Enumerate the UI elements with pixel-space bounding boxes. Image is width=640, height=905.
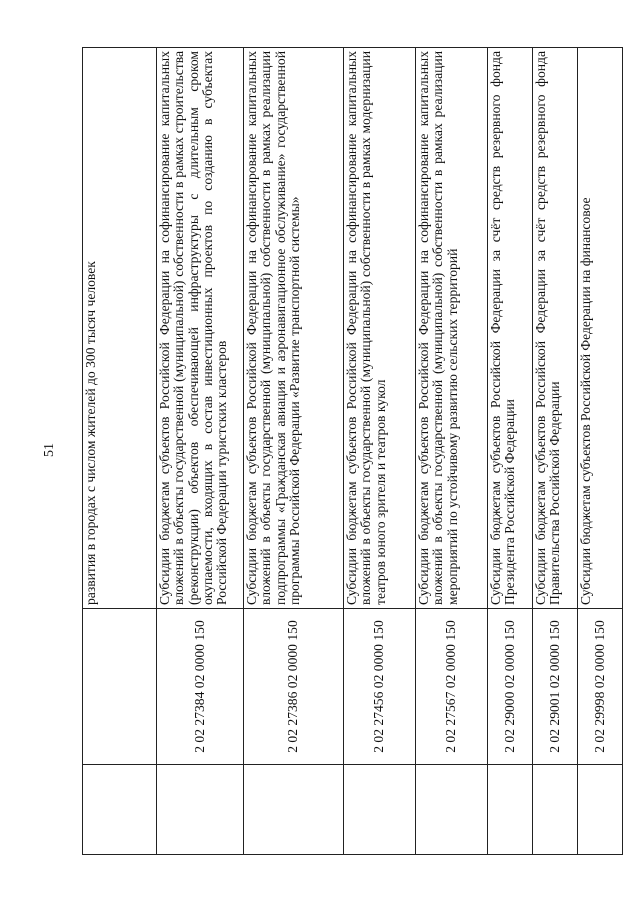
table-cell <box>83 609 157 765</box>
budget-code: 2 02 29001 02 0000 150 <box>533 609 578 765</box>
table-row <box>344 48 416 855</box>
budget-description: Субсидии бюджетам субъектов Российской Федерации на софинансирование капитальных вложений в объекты государственной (муниципальной) собственности в рамках модернизации театров юного зрителя и театров кукол <box>344 48 416 609</box>
rotated-table-area <box>82 47 622 855</box>
page-number: 51 <box>42 443 57 457</box>
table-row <box>157 48 244 855</box>
rotated-table-inner <box>82 47 622 855</box>
table-cell <box>416 765 488 855</box>
table-cell <box>83 765 157 855</box>
budget-description: Субсидии бюджетам субъектов Российской Федерации на софинансирование капитальных вложений в объекты государственной (муниципальной) собственности в рамках строительства (реконструкции) объектов обеспечивающей инфраструктуры с длительным сроком окупаемости, входящих в состав инвестиционных проектов по созданию в субъектах Российской Федерации туристских кластеров <box>157 48 244 609</box>
table-cell <box>244 765 344 855</box>
budget-code: 2 02 29000 02 0000 150 <box>488 609 533 765</box>
table-cell <box>157 765 244 855</box>
table-row <box>578 48 623 855</box>
budget-description: Субсидии бюджетам субъектов Российской Федерации за счёт средств резервного фонда Президента Российской Федерации <box>488 48 533 609</box>
budget-code: 2 02 27384 02 0000 150 <box>157 609 244 765</box>
table-cell <box>344 765 416 855</box>
budget-code: 2 02 27456 02 0000 150 <box>344 609 416 765</box>
budget-code: 2 02 29998 02 0000 150 <box>578 609 623 765</box>
budget-code: 2 02 27386 02 0000 150 <box>244 609 344 765</box>
budget-description: Субсидии бюджетам субъектов Российской Федерации на софинансирование капитальных вложений в объекты государственной (муниципальной) собственности в рамках реализации подпрограммы «Гражданская авиация и аэронавигационное обслуживание» государственной программы Российской Федерации «Развитие транспортной системы» <box>244 48 344 609</box>
table-row <box>83 48 157 855</box>
table-row <box>244 48 344 855</box>
table-row <box>533 48 578 855</box>
budget-description: Субсидии бюджетам субъектов Российской Федерации за счёт средств резервного фонда Правительства Российской Федерации <box>533 48 578 609</box>
continued-header-text: развития в городах с числом жителей до 300 тысяч человек <box>83 48 157 609</box>
table-row <box>488 48 533 855</box>
table-cell <box>533 765 578 855</box>
budget-code: 2 02 27567 02 0000 150 <box>416 609 488 765</box>
table-row <box>416 48 488 855</box>
table-cell <box>578 765 623 855</box>
budget-codes-table <box>82 47 623 855</box>
table-cell <box>488 765 533 855</box>
budget-description: Субсидии бюджетам субъектов Российской Федерации на софинансирование капитальных вложений в объекты государственной (муниципальной) собственности в рамках реализации мероприятий по устойчивому развитию сельских территорий <box>416 48 488 609</box>
budget-description: Субсидии бюджетам субъектов Российской Федерации на финансовое <box>578 48 623 609</box>
